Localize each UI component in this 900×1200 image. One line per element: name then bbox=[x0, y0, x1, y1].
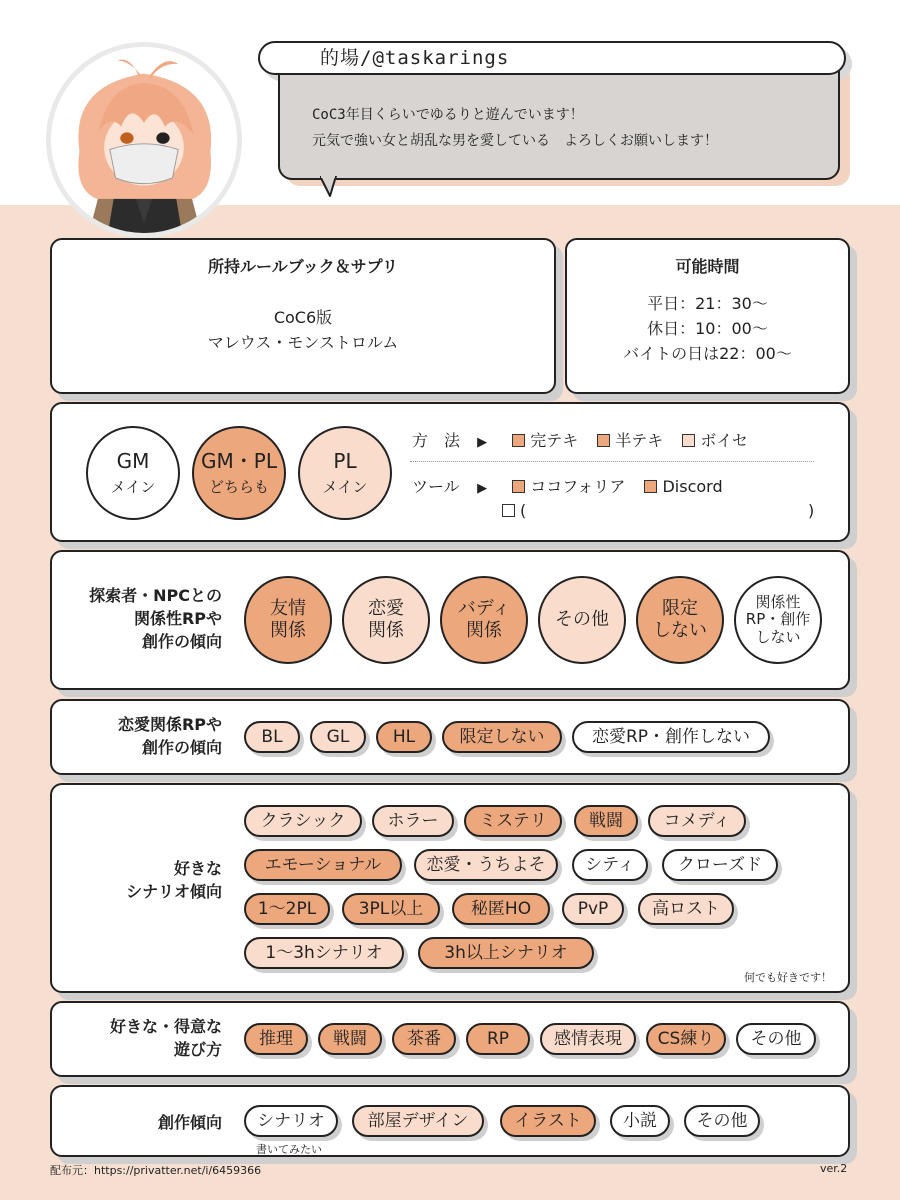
playstyle-label-2: 遊び方 bbox=[173, 1040, 222, 1059]
role-pl-label: PL bbox=[333, 449, 357, 474]
relationship-label-3: 創作の傾向 bbox=[141, 632, 222, 651]
playstyle-rp: RP bbox=[466, 1023, 530, 1055]
romance-bl: BL bbox=[244, 721, 300, 753]
relationship-romance-l2: 関係 bbox=[368, 620, 404, 641]
relationship-buddy-l2: 関係 bbox=[466, 620, 502, 641]
creative-card bbox=[50, 1085, 850, 1157]
rulebook-line-2: マレウス・モンストロルム bbox=[207, 333, 399, 352]
playstyle-cs: CS練り bbox=[646, 1023, 726, 1055]
relationship-label-1: 探索者・NPCとの bbox=[89, 586, 222, 605]
intro-line-2: 元気で強い女と胡乱な男を愛している よろしくお願いします！ bbox=[312, 133, 718, 149]
scenario-note: 何でも好きです！ bbox=[744, 971, 832, 984]
creative-illustration: イラスト bbox=[500, 1105, 596, 1137]
playstyle-label bbox=[62, 1015, 222, 1061]
creative-room-design: 部屋デザイン bbox=[352, 1105, 484, 1137]
role-card bbox=[50, 402, 850, 542]
intro-line-1: CoC3年目くらいでゆるりと遊んでいます！ bbox=[312, 107, 584, 123]
scenario-emotional: エモーショナル bbox=[244, 849, 402, 881]
tool-other-close: ) bbox=[808, 501, 815, 520]
tool-row bbox=[412, 474, 723, 497]
tool-checkbox-1 bbox=[512, 480, 525, 493]
relationship-none-l1: 関係性 bbox=[755, 593, 801, 612]
tool-other-checkbox bbox=[502, 504, 515, 517]
footer-source: 配布元：https://privatter.net/i/6459366 bbox=[50, 1164, 262, 1177]
relationship-friendship-l1: 友情 bbox=[270, 597, 306, 619]
method-row bbox=[412, 428, 748, 451]
role-gm-sub: メイン bbox=[110, 478, 156, 497]
relationship-buddy-l1: バディ bbox=[457, 597, 511, 619]
romance-card bbox=[50, 699, 850, 775]
romance-hl: HL bbox=[376, 721, 432, 753]
relationship-other-l1: その他 bbox=[555, 608, 609, 630]
availability-holiday: 休日：10：00～ bbox=[647, 319, 768, 338]
playstyle-banter: 茶番 bbox=[392, 1023, 456, 1055]
role-gm-circle bbox=[86, 426, 180, 520]
relationship-none-l3: しない bbox=[755, 627, 801, 646]
scenario-romance: 恋愛・うちよそ bbox=[414, 849, 558, 881]
scenario-high-lost: 高ロスト bbox=[638, 893, 734, 925]
method-option-1: 完テキ bbox=[530, 431, 579, 450]
method-checkbox-2 bbox=[597, 434, 610, 447]
scenario-pvp: PvP bbox=[562, 893, 624, 925]
method-option-3: ボイセ bbox=[700, 431, 748, 450]
profile-name: 的場/@taskarings bbox=[258, 41, 846, 75]
method-arrow: ▶ bbox=[477, 435, 488, 450]
availability-title: 可能時間 bbox=[675, 257, 740, 276]
method-checkbox-3 bbox=[682, 434, 695, 447]
footer-version: ver.2 bbox=[820, 1162, 848, 1175]
tool-other-open: ( bbox=[520, 501, 527, 520]
romance-gl: GL bbox=[310, 721, 366, 753]
relationship-label bbox=[62, 584, 222, 653]
method-checkbox-1 bbox=[512, 434, 525, 447]
avatar bbox=[46, 42, 242, 238]
playstyle-combat: 戦闘 bbox=[318, 1023, 382, 1055]
relationship-friendship-l2: 関係 bbox=[270, 620, 306, 641]
availability-card bbox=[565, 238, 850, 394]
romance-none: 恋愛RP・創作しない bbox=[572, 721, 770, 753]
scenario-classic: クラシック bbox=[244, 805, 362, 837]
scenario-3h-plus: 3h以上シナリオ bbox=[418, 937, 594, 969]
avatar-illustration bbox=[51, 47, 237, 233]
creative-note: 書いてみたい bbox=[256, 1143, 322, 1156]
tool-label: ツール bbox=[412, 477, 460, 496]
scenario-comedy: コメディ bbox=[648, 805, 746, 837]
relationship-none bbox=[734, 576, 822, 664]
playstyle-other: その他 bbox=[736, 1023, 816, 1055]
method-option-2: 半テキ bbox=[615, 431, 664, 450]
scenario-secret-ho: 秘匿HO bbox=[452, 893, 550, 925]
method-label: 方 法 bbox=[412, 431, 461, 450]
rulebook-title: 所持ルールブック＆サプリ bbox=[208, 257, 398, 276]
scenario-horror: ホラー bbox=[372, 805, 454, 837]
relationship-label-2: 関係性RPや bbox=[133, 609, 222, 628]
tool-arrow: ▶ bbox=[477, 481, 488, 496]
romance-label-2: 創作の傾向 bbox=[141, 738, 222, 757]
scenario-card bbox=[50, 783, 850, 993]
tool-other-row bbox=[502, 501, 526, 520]
creative-scenario: シナリオ bbox=[244, 1105, 338, 1137]
playstyle-deduction: 推理 bbox=[244, 1023, 308, 1055]
role-both-sub: どちらも bbox=[208, 478, 269, 497]
bubble-tail bbox=[320, 176, 350, 198]
relationship-romance bbox=[342, 576, 430, 664]
role-pl-sub: メイン bbox=[322, 478, 368, 497]
relationship-friendship bbox=[244, 576, 332, 664]
rulebook-card bbox=[50, 238, 556, 394]
role-pl-circle bbox=[298, 426, 392, 520]
creative-other: その他 bbox=[684, 1105, 760, 1137]
role-both-label: GM・PL bbox=[201, 449, 277, 474]
scenario-mystery: ミステリ bbox=[464, 805, 562, 837]
playstyle-card bbox=[50, 1001, 850, 1077]
scenario-combat: 戦闘 bbox=[574, 805, 638, 837]
relationship-card bbox=[50, 550, 850, 690]
scenario-1-3h: 1～3hシナリオ bbox=[244, 937, 404, 969]
romance-unlimited: 限定しない bbox=[442, 721, 562, 753]
method-divider bbox=[410, 461, 814, 462]
relationship-unlimited bbox=[636, 576, 724, 664]
availability-weekday: 平日：21：30～ bbox=[647, 294, 768, 313]
scenario-label bbox=[62, 857, 222, 903]
role-both-circle bbox=[192, 426, 286, 520]
relationship-unlimited-l1: 限定 bbox=[662, 597, 698, 619]
relationship-romance-l1: 恋愛 bbox=[368, 597, 404, 619]
tool-checkbox-2 bbox=[644, 480, 657, 493]
scenario-closed: クローズド bbox=[662, 849, 778, 881]
relationship-other bbox=[538, 576, 626, 664]
rulebook-line-1: CoC6版 bbox=[273, 308, 333, 327]
scenario-3pl-plus: 3PL以上 bbox=[342, 893, 440, 925]
scenario-city: シティ bbox=[572, 849, 648, 881]
romance-label-1: 恋愛関係RPや bbox=[117, 715, 222, 734]
creative-label: 創作傾向 bbox=[157, 1113, 222, 1132]
scenario-label-1: 好きな bbox=[173, 859, 222, 878]
scenario-label-2: シナリオ傾向 bbox=[126, 882, 222, 901]
romance-label bbox=[62, 713, 222, 759]
creative-novel: 小説 bbox=[610, 1105, 670, 1137]
relationship-buddy bbox=[440, 576, 528, 664]
role-gm-label: GM bbox=[116, 449, 150, 474]
tool-option-1: ココフォリア bbox=[530, 477, 626, 496]
tool-option-2: Discord bbox=[662, 477, 723, 496]
scenario-1-2pl: 1～2PL bbox=[244, 893, 330, 925]
relationship-none-l2: RP・創作 bbox=[745, 610, 811, 629]
playstyle-emotion: 感情表現 bbox=[540, 1023, 636, 1055]
playstyle-label-1: 好きな・得意な bbox=[109, 1017, 222, 1036]
availability-parttime: バイトの日は22：00～ bbox=[623, 344, 792, 363]
relationship-unlimited-l2: しない bbox=[653, 620, 707, 641]
